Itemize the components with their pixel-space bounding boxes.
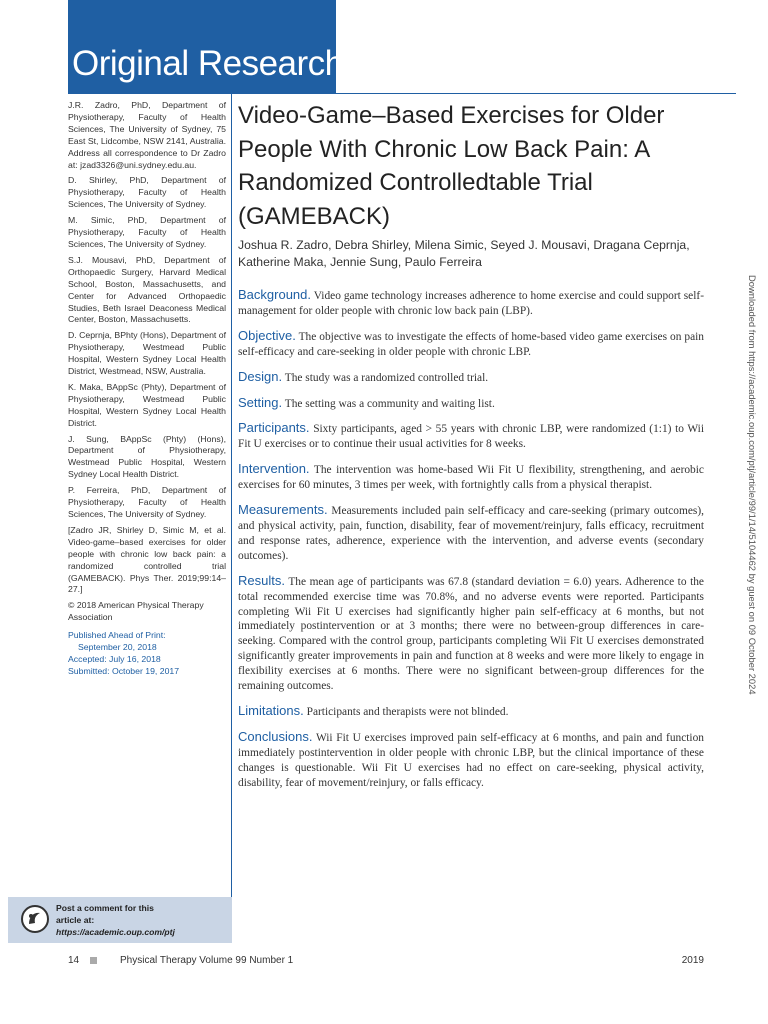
abstract-text: The intervention was home-based Wii Fit U flexibility, strengthening, and aerobic exercises for 60 minutes, 3 times per week, with fortnightly calls from a physical therapist. — [238, 464, 704, 492]
abstract-section-background — [238, 288, 704, 319]
citation: [Zadro JR, Shirley D, Simic M, et al. Video-game–based exercises for older people with chronic low back pain: a randomized controlled trial (GAMEBACK). Phys Ther. 2019;99:14–27.] — [68, 524, 226, 595]
abstract-heading: Design. — [238, 368, 283, 384]
abstract-section-objective — [238, 329, 704, 360]
abstract-heading: Measurements. — [238, 502, 328, 518]
article-title: Video-Game–Based Exercises for Older People With Chronic Low Back Pain: A Randomized Controlledtable Trial (GAMEBACK) — [238, 102, 665, 230]
abstract-heading: Setting. — [238, 394, 283, 410]
abstract-text: The objective was to investigate the effects of home-based video game exercises on pain self-efficacy and care-seeking in older people with chronic LBP. — [238, 330, 704, 358]
comment-line-2: article at: — [56, 915, 95, 925]
download-watermark — [746, 275, 760, 975]
abstract — [238, 288, 704, 800]
published-date: September 20, 2018 — [78, 642, 157, 653]
abstract-section-limitations — [238, 704, 704, 720]
footer-square-icon — [90, 957, 97, 964]
abstract-heading: Intervention. — [238, 461, 310, 477]
abstract-heading: Participants. — [238, 420, 310, 436]
affiliation: K. Maka, BAppSc (Phty), Department of Physiotherapy, Westmead Public Hospital, Western Sydney Local Health District. — [68, 381, 226, 428]
abstract-text: The mean age of participants was 67.8 (standard deviation = 6.0) years. Adherence to the total recommended exercise time was 70.8%, and no adverse events were reported. Participants completing Wii Fit U exercises had significantly higher pain self-efficacy at 6 months, but not immediately postintervention or at 3 months; there were no between-group differences in care-seeking. Compared with the control group, participants completing Wii Fit U exercises demonstrated significantly greater improvements in pain and function at 8 weeks and were more likely to engage in flexibility exercises at 6 months. There were no significant between-group differences for the remaining outcomes. — [238, 575, 704, 693]
footer-year: 2019 — [681, 955, 704, 966]
affiliation: J. Sung, BAppSc (Phty) (Hons), Department of Physiotherapy, Westmead Public Hospital, Western Sydney Local Health District. — [68, 433, 226, 480]
page-number: 14 — [68, 955, 80, 966]
abstract-section-setting — [238, 396, 704, 412]
comment-bubble-icon — [20, 904, 50, 934]
published-label: Published Ahead of Print: — [68, 630, 166, 641]
abstract-text: Video game technology increases adherence to home exercise and could support self-management for older people with chronic low back pain (LBP). — [238, 290, 704, 317]
abstract-text: Measurements included pain self-efficacy and care-seeking (primary outcomes), and physical activity, pain, function, disability, fear of movement/reinjury, falls efficacy, recruitment and response rates, adherence, experience with the intervention, and adverse events (secondary outcomes). — [238, 505, 704, 562]
abstract-section-participants — [238, 421, 704, 452]
download-note: Downloaded from https://academic.oup.com/ptj/article/99/1/14/5104462 by guest on 09 October 2024 — [747, 275, 758, 695]
abstract-text: The setting was a community and waiting list. — [284, 397, 495, 410]
accepted-date: Accepted: July 16, 2018 — [68, 653, 161, 664]
abstract-text: Wii Fit U exercises improved pain self-efficacy at 6 months, and pain and function immediately postintervention in older people with chronic LBP, but the clinical importance of these changes is questionable. Wii Fit U exercises had no effect on care-seeking, physical activity, disability, fear of movement/reinjury, or falls efficacy. — [238, 731, 704, 789]
publication-history — [68, 630, 226, 678]
author-affiliations-column — [68, 100, 226, 678]
section-label: Original Research — [72, 44, 344, 83]
abstract-heading: Objective. — [238, 327, 296, 343]
section-banner — [68, 0, 344, 94]
affiliation: J.R. Zadro, PhD, Department of Physiotherapy, Faculty of Health Sciences, The University of Sydney, 75 East St, Lidcombe, NSW 2141, Australia. Address all correspondence to Dr Zadro at: jzad3326@uni.sydney.edu.au. — [68, 100, 226, 170]
comment-link[interactable]: https://academic.oup.com/ptj — [56, 927, 175, 937]
abstract-section-conclusions — [238, 730, 704, 791]
column-divider — [231, 94, 232, 942]
affiliation: S.J. Mousavi, PhD, Department of Orthopaedic Surgery, Harvard Medical School, Boston, Massachusetts, and Center for Advanced Orthopaedic Studies, Beth Israel Deaconess Medical Center, Boston, Massachusetts. — [68, 254, 226, 325]
affiliation: D. Ceprnja, BPhty (Hons), Department of Physiotherapy, Westmead Public Hospital, Western Sydney Local Health District, Westmead, NSW, Australia. — [68, 330, 226, 377]
abstract-text: The study was a randomized controlled trial. — [284, 371, 489, 384]
submitted-date: Submitted: October 19, 2017 — [68, 665, 180, 676]
author-list: Joshua R. Zadro, Debra Shirley, Milena Simic, Seyed J. Mousavi, Dragana Ceprnja, Katherine Maka, Jennie Sung, Paulo Ferreira — [238, 238, 690, 269]
header-rule — [336, 93, 736, 94]
abstract-section-results — [238, 574, 704, 694]
comment-box — [8, 897, 232, 943]
abstract-text: Sixty participants, aged > 55 years with chronic LBP, were randomized (1:1) to Wii Fit U exercises or to continue their usual activities for 8 weeks. — [238, 423, 704, 451]
abstract-heading: Background. — [238, 287, 311, 302]
abstract-heading: Conclusions. — [238, 728, 313, 744]
affiliation: P. Ferreira, PhD, Department of Physiotherapy, Faculty of Health Sciences, The University of Sydney. — [68, 485, 226, 519]
comment-text — [56, 902, 226, 938]
abstract-heading: Limitations. — [238, 702, 304, 718]
abstract-section-intervention — [238, 462, 704, 493]
abstract-text: Participants and therapists were not blinded. — [306, 705, 509, 718]
copyright: © 2018 American Physical Therapy Association — [68, 600, 204, 623]
affiliation: D. Shirley, PhD, Department of Physiotherapy, Faculty of Health Sciences, The University of Sydney. — [68, 175, 226, 210]
affiliation: M. Simic, PhD, Department of Physiotherapy, Faculty of Health Sciences, The University of Sydney. — [68, 215, 226, 249]
comment-line-1: Post a comment for this — [56, 903, 154, 913]
page-footer — [68, 955, 704, 969]
abstract-section-measurements — [238, 503, 704, 564]
journal-info: Physical Therapy Volume 99 Number 1 — [120, 955, 294, 966]
abstract-heading: Results. — [238, 572, 285, 588]
abstract-section-design — [238, 370, 704, 386]
